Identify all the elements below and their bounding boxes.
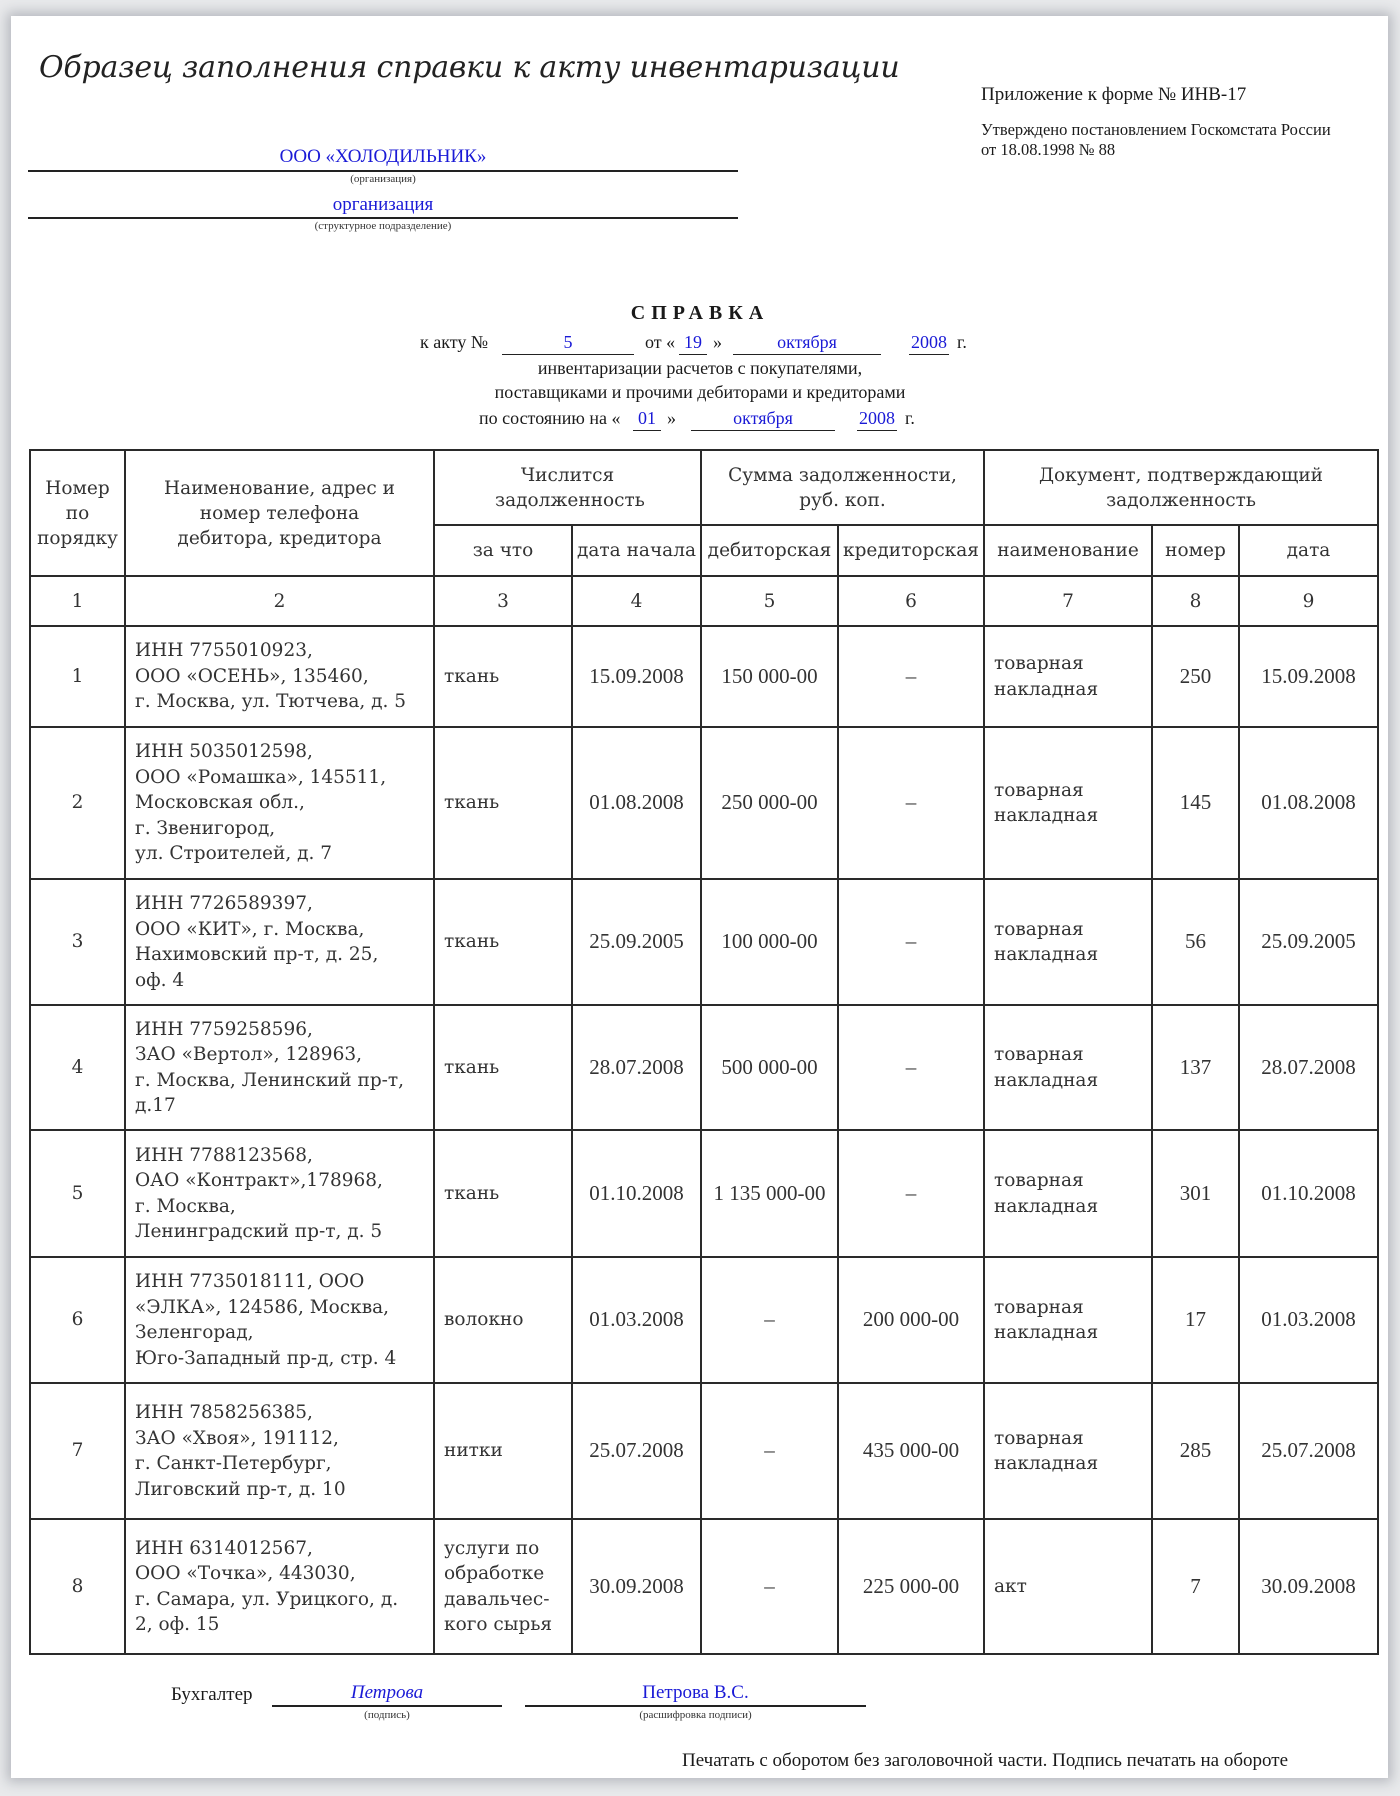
- cell-counterparty-line: ИНН 7858256385,: [135, 1402, 313, 1423]
- cell-document-name-line: акт: [994, 1575, 1027, 1597]
- column-number: 9: [1239, 576, 1378, 626]
- cell-document-name-line: накладная: [994, 1195, 1099, 1217]
- table-row: [30, 1383, 1378, 1519]
- cell-document-number[interactable]: 7: [1152, 1519, 1239, 1654]
- as-of-day-field[interactable]: 01: [638, 408, 656, 428]
- cell-document-date[interactable]: 25.07.2008: [1239, 1383, 1378, 1519]
- cell-counterparty-line: «ЭЛКА», 124586, Москва,: [135, 1296, 390, 1318]
- column-number: 5: [701, 576, 838, 626]
- cell-debt-start-date[interactable]: 25.09.2005: [572, 879, 701, 1005]
- header-number: Номер по порядку: [30, 450, 125, 576]
- table-row: [30, 1257, 1378, 1383]
- cell-counterparty-line: ИНН 7755010923,: [135, 640, 313, 662]
- cell-document-name[interactable]: [984, 1130, 1152, 1257]
- cell-credit-amount[interactable]: 435 000-00: [838, 1383, 984, 1519]
- division-underline: [28, 217, 738, 219]
- act-number-label: к акту №: [420, 332, 489, 352]
- cell-counterparty-line: Нахимовский пр-т, д. 25,: [135, 944, 379, 965]
- header-document-group: Документ, подтверждающий задолженность: [984, 450, 1378, 525]
- as-of-month-underline: [691, 430, 835, 431]
- header-debt-group: Числится задолженность: [434, 450, 701, 525]
- cell-counterparty-line: д.17: [135, 1095, 176, 1116]
- act-year-suffix: г.: [957, 332, 967, 352]
- cell-debt-start-date[interactable]: 15.09.2008: [572, 626, 701, 727]
- cell-counterparty-line: г. Москва, ул. Тютчева, д. 5: [135, 691, 407, 713]
- cell-credit-amount[interactable]: –: [838, 1130, 984, 1257]
- approval-line-1: Утверждено постановлением Госкомстата России: [981, 120, 1331, 139]
- table-row: [30, 1005, 1378, 1130]
- cell-debt-start-date[interactable]: 28.07.2008: [572, 1005, 701, 1130]
- heading-line-3: поставщиками и прочими дебиторами и кредиторами: [494, 382, 906, 402]
- cell-counterparty-line: г. Самара, ул. Урицкого, д.: [135, 1588, 399, 1610]
- cell-document-name[interactable]: [984, 1257, 1152, 1383]
- cell-debt-start-date[interactable]: 01.08.2008: [572, 727, 701, 879]
- cell-row-number[interactable]: 8: [30, 1519, 125, 1654]
- cell-document-date[interactable]: 30.09.2008: [1239, 1519, 1378, 1654]
- cell-document-name-line: накладная: [994, 1453, 1099, 1474]
- cell-counterparty-line: ИНН 7788123568,: [135, 1144, 313, 1166]
- header-sum-debit: дебиторская: [701, 525, 838, 576]
- table-row: [30, 1519, 1378, 1654]
- cell-document-number[interactable]: 285: [1152, 1383, 1239, 1519]
- cell-document-name[interactable]: [984, 626, 1152, 727]
- cell-counterparty[interactable]: [125, 1005, 434, 1130]
- header-name-address: Наименование, адрес и номер телефона дебитора, кредитора: [125, 450, 434, 576]
- division-field[interactable]: организация: [332, 194, 434, 215]
- cell-document-date[interactable]: 28.07.2008: [1239, 1005, 1378, 1130]
- column-number: 1: [30, 576, 125, 626]
- cell-debt-subject[interactable]: [434, 1130, 572, 1257]
- act-date-open: от «: [645, 332, 676, 352]
- cell-row-number[interactable]: 4: [30, 1005, 125, 1130]
- cell-document-date[interactable]: 01.10.2008: [1239, 1130, 1378, 1257]
- act-year-field[interactable]: 2008: [911, 332, 947, 352]
- signature-underline: [272, 1705, 502, 1707]
- full-name-underline: [525, 1705, 866, 1707]
- cell-debt-subject[interactable]: [434, 1519, 572, 1654]
- cell-document-number[interactable]: 250: [1152, 626, 1239, 727]
- cell-document-number[interactable]: 145: [1152, 727, 1239, 879]
- cell-counterparty[interactable]: [125, 626, 434, 727]
- cell-counterparty-line: ИНН 7726589397,: [135, 893, 313, 914]
- cell-document-date[interactable]: 15.09.2008: [1239, 626, 1378, 727]
- column-number-row: [30, 576, 1378, 626]
- cell-document-date[interactable]: 01.03.2008: [1239, 1257, 1378, 1383]
- header-sum-credit: кредиторская: [838, 525, 984, 576]
- cell-row-number[interactable]: 5: [30, 1130, 125, 1257]
- cell-row-number[interactable]: 3: [30, 879, 125, 1005]
- act-date-close: »: [713, 332, 722, 352]
- cell-counterparty-line: ООО «Точка», 443030,: [135, 1563, 356, 1584]
- cell-debt-subject[interactable]: [434, 626, 572, 727]
- cell-debt-subject-line: ткань: [444, 1056, 500, 1078]
- cell-credit-amount[interactable]: –: [838, 727, 984, 879]
- act-year-underline: [909, 354, 949, 355]
- act-month-underline: [733, 354, 881, 355]
- cell-counterparty-line: ул. Строителей, д. 7: [135, 843, 332, 865]
- signature-field[interactable]: Петрова: [350, 1682, 424, 1703]
- signature-caption: (подпись): [364, 1709, 410, 1721]
- cell-counterparty-line: ЗАО «Хвоя», 191112,: [135, 1427, 339, 1449]
- header-debt-start: дата начала: [572, 525, 701, 576]
- cell-document-name-line: товарная: [994, 1427, 1084, 1449]
- cell-document-name[interactable]: [984, 1005, 1152, 1130]
- as-of-day-underline: [633, 430, 661, 431]
- act-day-field[interactable]: 19: [684, 332, 702, 352]
- header-doc-number: номер: [1152, 525, 1239, 576]
- full-name-field[interactable]: Петрова В.С.: [642, 1682, 749, 1703]
- cell-debt-subject[interactable]: [434, 727, 572, 879]
- cell-counterparty-line: ИНН 6314012567,: [135, 1537, 313, 1559]
- document-title: Образец заполнения справки к акту инвентаризации: [39, 50, 900, 85]
- cell-debt-subject[interactable]: [434, 1257, 572, 1383]
- cell-document-name-line: товарная: [994, 1296, 1084, 1318]
- cell-row-number[interactable]: 6: [30, 1257, 125, 1383]
- cell-document-name-line: накладная: [994, 1322, 1099, 1343]
- cell-document-name-line: товарная: [994, 779, 1084, 801]
- cell-document-name-line: товарная: [994, 1170, 1084, 1191]
- as-of-year-underline: [857, 430, 897, 431]
- as-of-month-field[interactable]: октября: [733, 408, 793, 428]
- cell-counterparty[interactable]: [125, 1519, 434, 1654]
- cell-credit-amount[interactable]: –: [838, 626, 984, 727]
- cell-document-date[interactable]: 01.08.2008: [1239, 727, 1378, 879]
- cell-counterparty-line: Ленинградский пр-т, д. 5: [135, 1221, 383, 1242]
- division-caption: (структурное подразделение): [314, 220, 452, 232]
- cell-debit-amount[interactable]: 100 000-00: [701, 879, 838, 1005]
- print-instructions: Печатать с оборотом без заголовочной части. Подпись печатать на обороте: [682, 1750, 1288, 1771]
- cell-counterparty-line: ИНН 5035012598,: [135, 741, 313, 763]
- heading-line-2: инвентаризации расчетов с покупателями,: [537, 358, 863, 378]
- cell-counterparty-line: г. Москва,: [135, 1195, 236, 1217]
- column-number: 8: [1152, 576, 1239, 626]
- cell-document-name[interactable]: [984, 879, 1152, 1005]
- cell-counterparty-line: оф. 4: [135, 969, 185, 991]
- cell-credit-amount[interactable]: 225 000-00: [838, 1519, 984, 1654]
- cell-counterparty-line: ООО «КИТ», г. Москва,: [135, 918, 365, 940]
- approval-line-2: от 18.08.1998 № 88: [981, 140, 1116, 159]
- cell-debt-subject-line: волокно: [444, 1309, 524, 1331]
- column-number: 6: [838, 576, 984, 626]
- cell-counterparty[interactable]: [125, 1257, 434, 1383]
- cell-counterparty-line: 2, оф. 15: [135, 1614, 220, 1635]
- cell-row-number[interactable]: 7: [30, 1383, 125, 1519]
- cell-document-name-line: накладная: [994, 944, 1099, 965]
- cell-debit-amount[interactable]: 500 000-00: [701, 1005, 838, 1130]
- cell-debt-start-date[interactable]: 30.09.2008: [572, 1519, 701, 1654]
- cell-document-name-line: накладная: [994, 1069, 1099, 1091]
- table-row: [30, 1130, 1378, 1257]
- approval-note: [981, 120, 1331, 160]
- cell-document-name[interactable]: [984, 1383, 1152, 1519]
- cell-counterparty-line: Юго-Западный пр-д, стр. 4: [135, 1347, 397, 1369]
- cell-document-date[interactable]: 25.09.2005: [1239, 879, 1378, 1005]
- table-row: [30, 727, 1378, 879]
- cell-debit-amount[interactable]: –: [701, 1383, 838, 1519]
- cell-debt-subject[interactable]: [434, 879, 572, 1005]
- cell-document-name-line: товарная: [994, 1044, 1084, 1065]
- act-day-underline: [679, 354, 707, 355]
- cell-document-name-line: накладная: [994, 678, 1099, 700]
- table-row: [30, 626, 1378, 727]
- cell-counterparty[interactable]: [125, 727, 434, 879]
- cell-counterparty-line: г. Звенигород,: [135, 817, 276, 839]
- cell-document-number[interactable]: 137: [1152, 1005, 1239, 1130]
- cell-document-number[interactable]: 301: [1152, 1130, 1239, 1257]
- column-number: 3: [434, 576, 572, 626]
- cell-document-name-line: товарная: [994, 653, 1084, 674]
- cell-document-number[interactable]: 56: [1152, 879, 1239, 1005]
- cell-document-name-line: накладная: [994, 805, 1099, 826]
- cell-debt-subject-line: давальчес-: [444, 1588, 550, 1610]
- cell-counterparty-line: г. Санкт-Петербург,: [135, 1453, 332, 1474]
- column-number: 7: [984, 576, 1152, 626]
- cell-debit-amount[interactable]: 150 000-00: [701, 626, 838, 727]
- full-name-caption: (расшифровка подписи): [639, 1709, 752, 1721]
- cell-debit-amount[interactable]: 250 000-00: [701, 727, 838, 879]
- cell-debt-subject-line: услуги по: [444, 1537, 540, 1559]
- cell-debt-subject-line: нитки: [444, 1440, 503, 1462]
- header-doc-date: дата: [1239, 525, 1378, 576]
- header-debt-what: за что: [434, 525, 572, 576]
- cell-counterparty[interactable]: [125, 879, 434, 1005]
- cell-credit-amount[interactable]: –: [838, 1005, 984, 1130]
- cell-counterparty-line: ИНН 7759258596,: [135, 1018, 313, 1040]
- cell-row-number[interactable]: 2: [30, 727, 125, 879]
- cell-counterparty-line: Лиговский пр-т, д. 10: [135, 1478, 346, 1500]
- as-of-close: »: [667, 408, 676, 428]
- header-doc-name: наименование: [984, 525, 1152, 576]
- cell-counterparty-line: ООО «Ромашка», 145511,: [135, 766, 387, 788]
- certificate-heading: СПРАВКА: [630, 302, 770, 324]
- cell-credit-amount[interactable]: –: [838, 879, 984, 1005]
- organization-underline: [28, 170, 738, 172]
- cell-counterparty-line: Московская обл.,: [135, 792, 305, 814]
- cell-debt-subject-line: ткань: [444, 665, 500, 687]
- cell-debt-subject-line: ткань: [444, 931, 500, 953]
- cell-debt-subject-line: кого сырья: [444, 1614, 553, 1635]
- cell-debit-amount[interactable]: –: [701, 1519, 838, 1654]
- cell-debt-subject-line: ткань: [444, 792, 500, 814]
- cell-debt-subject[interactable]: [434, 1383, 572, 1519]
- cell-counterparty-line: г. Москва, Ленинский пр-т,: [135, 1069, 405, 1091]
- cell-counterparty-line: ИНН 7735018111, ООО: [135, 1271, 365, 1292]
- as-of-year-field[interactable]: 2008: [859, 408, 895, 428]
- act-month-field[interactable]: октября: [777, 332, 837, 352]
- table-row: [30, 879, 1378, 1005]
- table-body: [30, 576, 1378, 1654]
- cell-debit-amount[interactable]: 1 135 000-00: [701, 1130, 838, 1257]
- organization-caption: (организация): [350, 173, 416, 185]
- debt-inventory-table: [29, 449, 1379, 1655]
- cell-document-name-line: товарная: [994, 918, 1084, 940]
- cell-counterparty-line: Зеленгорад,: [135, 1322, 254, 1343]
- cell-debt-start-date[interactable]: 25.07.2008: [572, 1383, 701, 1519]
- annex-form-reference: Приложение к форме № ИНВ-17: [981, 84, 1247, 105]
- cell-credit-amount[interactable]: 200 000-00: [838, 1257, 984, 1383]
- as-of-year-suffix: г.: [905, 408, 915, 428]
- header-sum-group: Сумма задолженности, руб. коп.: [701, 450, 984, 525]
- cell-counterparty-line: ОАО «Контракт»,178968,: [135, 1170, 383, 1191]
- cell-debt-subject-line: ткань: [444, 1182, 500, 1204]
- cell-debit-amount[interactable]: –: [701, 1257, 838, 1383]
- cell-counterparty-line: ЗАО «Вертол», 128963,: [135, 1044, 362, 1065]
- cell-counterparty[interactable]: [125, 1130, 434, 1257]
- cell-document-number[interactable]: 17: [1152, 1257, 1239, 1383]
- cell-debt-start-date[interactable]: 01.10.2008: [572, 1130, 701, 1257]
- cell-counterparty[interactable]: [125, 1383, 434, 1519]
- cell-debt-subject[interactable]: [434, 1005, 572, 1130]
- as-of-label: по состоянию на «: [479, 408, 621, 428]
- accountant-label: Бухгалтер: [171, 1684, 253, 1705]
- column-number: 2: [125, 576, 434, 626]
- column-number: 4: [572, 576, 701, 626]
- cell-row-number[interactable]: 1: [30, 626, 125, 727]
- cell-counterparty-line: ООО «ОСЕНЬ», 135460,: [135, 665, 369, 687]
- cell-document-name[interactable]: [984, 1519, 1152, 1654]
- organization-name-field[interactable]: ООО «ХОЛОДИЛЬНИК»: [279, 146, 487, 167]
- cell-debt-start-date[interactable]: 01.03.2008: [572, 1257, 701, 1383]
- cell-debt-subject-line: обработке: [444, 1563, 545, 1584]
- act-number-underline: [502, 354, 634, 355]
- act-number-field[interactable]: 5: [563, 332, 573, 352]
- cell-document-name[interactable]: [984, 727, 1152, 879]
